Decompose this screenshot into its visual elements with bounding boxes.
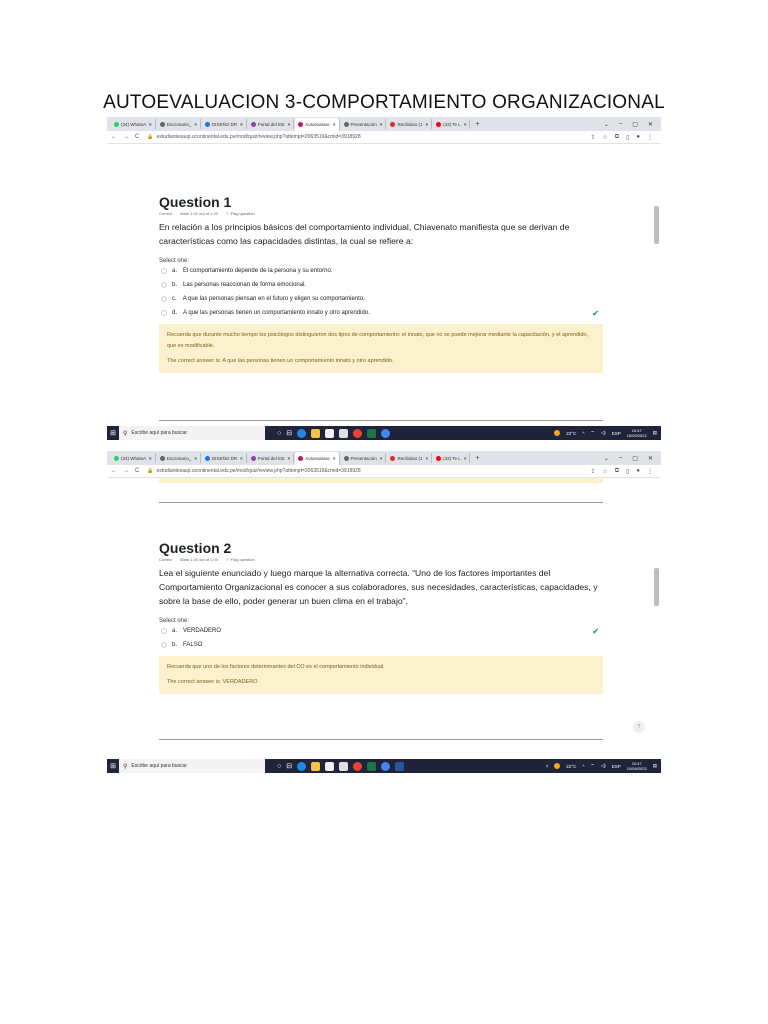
mail-icon[interactable]: [339, 762, 348, 771]
chrome-icon[interactable]: [353, 762, 362, 771]
browser-tab-bar: [107, 451, 661, 465]
taskbar-search[interactable]: ⚲ Escribe aquí para buscar: [119, 426, 265, 440]
file-explorer-icon[interactable]: [311, 429, 320, 438]
browser-tab[interactable]: (43) Te L ×: [433, 119, 470, 129]
close-tab-icon[interactable]: ×: [332, 122, 336, 127]
reload-icon[interactable]: C: [135, 134, 140, 140]
browser-tab[interactable]: Presentación ×: [341, 453, 387, 463]
close-tab-icon[interactable]: ×: [240, 121, 243, 127]
answer-option[interactable]: b. FALSO: [159, 638, 603, 652]
share-icon[interactable]: ⇪: [590, 134, 596, 141]
select-label: Select one:: [159, 618, 190, 624]
forward-icon[interactable]: →: [123, 468, 129, 474]
browser-tab[interactable]: DISEÑO DR ×: [202, 453, 247, 463]
taskbar-search[interactable]: ⚲ Escribe aquí para buscar: [119, 759, 265, 773]
close-tab-icon[interactable]: ×: [425, 455, 429, 461]
scrollbar[interactable]: [654, 482, 659, 752]
temperature: 22°C: [566, 430, 577, 436]
mail-icon[interactable]: [339, 429, 348, 438]
share-icon[interactable]: ⇪: [590, 468, 596, 475]
flag-question-link[interactable]: ⚐ Flag question: [225, 211, 255, 216]
close-tab-icon[interactable]: ×: [287, 455, 291, 461]
globe-icon: [160, 456, 165, 461]
whatsapp-icon: [114, 456, 119, 461]
select-label: Select one:: [159, 258, 190, 264]
temperature: 22°C: [566, 763, 577, 769]
address-bar: [107, 131, 661, 144]
close-tab-icon[interactable]: ×: [332, 456, 336, 461]
store-icon[interactable]: [325, 762, 334, 771]
status-label: Correct: [159, 211, 173, 216]
menu-icon[interactable]: ⋮: [647, 468, 653, 475]
close-tab-icon[interactable]: ×: [463, 455, 467, 461]
window-controls: [604, 121, 661, 128]
radio-button[interactable]: [161, 268, 167, 274]
help-icon[interactable]: ?: [545, 763, 549, 769]
screenshot-question-1: [107, 117, 661, 440]
browser-tab[interactable]: Recibidos (1 ×: [387, 453, 432, 463]
browser-tab[interactable]: Recibidos (1 ×: [387, 119, 432, 129]
sidebar-icon[interactable]: ▯: [626, 468, 630, 475]
flag-icon: ⚐: [225, 557, 231, 562]
browser-tab-bar: [107, 117, 661, 131]
clock[interactable]: 10:47 10/09/2022: [626, 428, 647, 438]
quiz-icon: [298, 456, 303, 461]
tab-list-button[interactable]: ⌄: [603, 455, 609, 462]
star-icon[interactable]: ☆: [602, 468, 608, 475]
tray-chevron-icon[interactable]: ^: [582, 763, 585, 769]
scrollbar[interactable]: [654, 148, 659, 418]
maximize-button[interactable]: ▢: [632, 455, 638, 462]
widgets-icon[interactable]: ⊟: [286, 430, 293, 437]
close-tab-icon[interactable]: ×: [379, 121, 383, 127]
back-to-top-button[interactable]: ↑: [633, 721, 645, 733]
question-meta: [159, 211, 603, 216]
answer-option-selected[interactable]: a. VERDADERO ✔: [159, 624, 603, 638]
network-icon[interactable]: ⌔: [590, 763, 595, 768]
page-content: [107, 478, 661, 760]
radio-button[interactable]: [161, 628, 167, 634]
back-icon[interactable]: ←: [111, 134, 117, 140]
browser-tab-active[interactable]: Autoevaluac ×: [295, 452, 339, 465]
whatsapp-icon: [114, 122, 119, 127]
correct-answer-text: The correct answer is: A que las personas tienen un comportamiento innato y otro aprendido.: [167, 358, 394, 364]
clock[interactable]: 10:47 10/09/2022: [626, 761, 647, 771]
notifications-icon[interactable]: ▤: [652, 763, 657, 768]
youtube-icon: [436, 122, 441, 127]
windows-taskbar: [107, 426, 661, 440]
divider: [159, 739, 603, 740]
check-icon: ✔: [592, 626, 599, 636]
question-title: Question 2: [159, 540, 232, 556]
close-tab-icon[interactable]: ×: [240, 455, 243, 461]
radio-button[interactable]: [161, 642, 167, 648]
google-icon: [205, 122, 210, 127]
edge-icon[interactable]: [297, 429, 306, 438]
system-tray: [554, 428, 661, 438]
excel-icon[interactable]: [367, 762, 376, 771]
divider: [159, 502, 603, 503]
globe-icon: [160, 122, 165, 127]
feedback-text: Recuerda que uno de los factores determinantes del CO es el comportamiento individual.: [167, 664, 385, 670]
volume-icon[interactable]: ◁): [600, 763, 606, 768]
store-icon[interactable]: [325, 429, 334, 438]
browser-tab[interactable]: Diccionario_ ×: [157, 119, 201, 129]
page-content: [107, 144, 661, 426]
back-icon[interactable]: ←: [111, 468, 117, 474]
close-button[interactable]: ✕: [647, 455, 653, 462]
browser-tab-active[interactable]: Autoevaluac ×: [295, 118, 339, 131]
question-text: En relación a los principios básicos del comportamiento individual, Chiavenato manifiesta que se derivan de características como las capacidades distintas, la cual se refiere a:: [159, 222, 570, 246]
profile-icon[interactable]: ●: [636, 467, 640, 474]
youtube-icon: [436, 456, 441, 461]
divider: [159, 420, 603, 421]
screenshot-question-2: [107, 451, 661, 773]
flag-icon: ⚐: [225, 211, 231, 216]
radio-button[interactable]: [161, 296, 167, 302]
taskbar-apps: [277, 762, 404, 771]
menu-icon[interactable]: ⋮: [647, 134, 653, 141]
lock-icon[interactable]: 🔒: [147, 468, 154, 474]
scrollbar-thumb[interactable]: [654, 206, 659, 244]
question-meta: [159, 557, 603, 562]
window-controls: [604, 455, 661, 462]
new-tab-button[interactable]: +: [475, 120, 480, 128]
reload-icon[interactable]: C: [135, 468, 140, 474]
app-icon[interactable]: [381, 762, 390, 771]
quiz-icon: [298, 122, 303, 127]
excel-icon[interactable]: [367, 429, 376, 438]
feedback-box: [159, 324, 603, 373]
widgets-icon[interactable]: ⊟: [286, 763, 293, 770]
gmail-icon: [390, 456, 395, 461]
question-block: [159, 540, 603, 694]
close-tab-icon[interactable]: ×: [287, 121, 291, 127]
lock-icon[interactable]: 🔒: [147, 134, 154, 140]
app-icon[interactable]: [381, 429, 390, 438]
url-field[interactable]: estudiantesaup.ucontinental.edu.pe/mod/quiz/review.php?attempt=2063519&cmid=3918928: [156, 134, 361, 140]
close-tab-icon[interactable]: ×: [379, 455, 383, 461]
url-field[interactable]: estudiantesaup.ucontinental.edu.pe/mod/quiz/review.php?attempt=2063519&cmid=3918928: [156, 468, 361, 474]
file-explorer-icon[interactable]: [311, 762, 320, 771]
flag-question-link[interactable]: ⚐ Flag question: [225, 557, 255, 562]
scrollbar-thumb[interactable]: [654, 568, 659, 606]
star-icon[interactable]: ☆: [602, 134, 608, 141]
close-tab-icon[interactable]: ×: [149, 455, 152, 461]
close-tab-icon[interactable]: ×: [425, 121, 429, 127]
volume-icon[interactable]: ◁): [600, 430, 606, 435]
close-tab-icon[interactable]: ×: [149, 121, 152, 127]
windows-start-icon[interactable]: ⊞: [110, 763, 116, 770]
browser-tab[interactable]: (34) WhatsA ×: [111, 453, 156, 463]
notifications-icon[interactable]: ▤: [652, 430, 657, 435]
answer-option[interactable]: c. A que las personas piensan en el futuro y eligen su comportamiento.: [159, 292, 603, 306]
question-title: Question 1: [159, 194, 232, 210]
search-icon: ⚲: [123, 430, 128, 437]
mark-label: Mark 1.00 out of 1.00: [180, 211, 218, 216]
answer-option[interactable]: a. El comportamiento depende de la persona y su entorno.: [159, 264, 603, 278]
task-view-icon[interactable]: ○: [277, 762, 282, 770]
weather-icon[interactable]: [554, 430, 560, 436]
google-icon: [205, 456, 210, 461]
check-icon: ✔: [592, 308, 599, 318]
portal-icon: [251, 456, 256, 461]
close-tab-icon[interactable]: ×: [194, 121, 198, 127]
status-label: Correct: [159, 557, 173, 562]
new-tab-button[interactable]: +: [475, 454, 480, 462]
close-tab-icon[interactable]: ×: [463, 121, 467, 127]
browser-tab[interactable]: Portal del Est ×: [248, 453, 294, 463]
windows-start-icon[interactable]: ⊞: [110, 430, 116, 437]
taskbar-apps: [277, 429, 390, 438]
correct-answer-text: The correct answer is: VERDADERO: [167, 679, 258, 685]
maximize-button[interactable]: ▢: [632, 121, 638, 128]
language-indicator[interactable]: ESP: [611, 763, 621, 769]
globe-icon: [344, 456, 349, 461]
windows-taskbar: [107, 759, 661, 773]
portal-icon: [251, 122, 256, 127]
answer-option[interactable]: b. Las personas reaccionan de forma emocional.: [159, 278, 603, 292]
question-block: [159, 194, 603, 373]
forward-icon[interactable]: →: [123, 134, 129, 140]
network-icon[interactable]: ⌔: [590, 430, 595, 435]
task-view-icon[interactable]: ○: [277, 429, 282, 437]
address-bar: [107, 465, 661, 478]
browser-tab[interactable]: (34) WhatsA ×: [111, 119, 156, 129]
edge-icon[interactable]: [297, 762, 306, 771]
tray-chevron-icon[interactable]: ^: [582, 430, 585, 436]
system-tray: [546, 761, 661, 771]
search-icon: ⚲: [123, 763, 128, 770]
word-icon[interactable]: [395, 762, 404, 771]
chrome-icon[interactable]: [353, 429, 362, 438]
close-tab-icon[interactable]: ×: [194, 455, 198, 461]
sidebar-icon[interactable]: ▯: [626, 134, 630, 141]
browser-tab[interactable]: DISEÑO DR ×: [202, 119, 247, 129]
document-title: AUTOEVALUACION 3-COMPORTAMIENTO ORGANIZACIONAL: [103, 92, 665, 113]
mark-label: Mark 1.00 out of 1.00: [180, 557, 218, 562]
question-text: Lea el siguiente enunciado y luego marque la alternativa correcta. “Uno de los factores importantes del Comportamiento Organizacional es conocer a sus colaboradores, sus necesidades, características, capacidades, y sobre la base de ello, poder generar un buen clima en el trabajo”.: [159, 568, 598, 606]
minimize-button[interactable]: –: [618, 454, 623, 461]
language-indicator[interactable]: ESP: [611, 430, 621, 436]
close-button[interactable]: ✕: [647, 121, 653, 128]
browser-tab[interactable]: Presentación ×: [341, 119, 387, 129]
radio-button[interactable]: [161, 282, 167, 288]
radio-button[interactable]: [161, 310, 167, 316]
gmail-icon: [390, 122, 395, 127]
answer-option-selected[interactable]: d. A que las personas tienen un comportamiento innato y otro aprendido. ✔: [159, 306, 603, 320]
extensions-icon[interactable]: ⧉: [614, 467, 620, 474]
browser-tab[interactable]: Diccionario_ ×: [157, 453, 201, 463]
extensions-icon[interactable]: ⧉: [614, 133, 620, 140]
minimize-button[interactable]: –: [618, 120, 623, 127]
feedback-box: [159, 656, 603, 694]
browser-tab[interactable]: Portal del Est ×: [248, 119, 294, 129]
feedback-text: Recuerda que durante mucho tiempo los psicólogos distinguieron dos tipos de comportamiento: el innato, que no se puede mejorar mediante la capacitación, y el aprendido, que es modificable.: [167, 332, 589, 349]
previous-feedback-edge: [159, 478, 603, 483]
browser-tab[interactable]: (43) Te L ×: [433, 453, 470, 463]
profile-icon[interactable]: ●: [636, 133, 640, 140]
weather-icon[interactable]: [554, 763, 560, 769]
globe-icon: [344, 122, 349, 127]
tab-list-button[interactable]: ⌄: [603, 121, 609, 128]
